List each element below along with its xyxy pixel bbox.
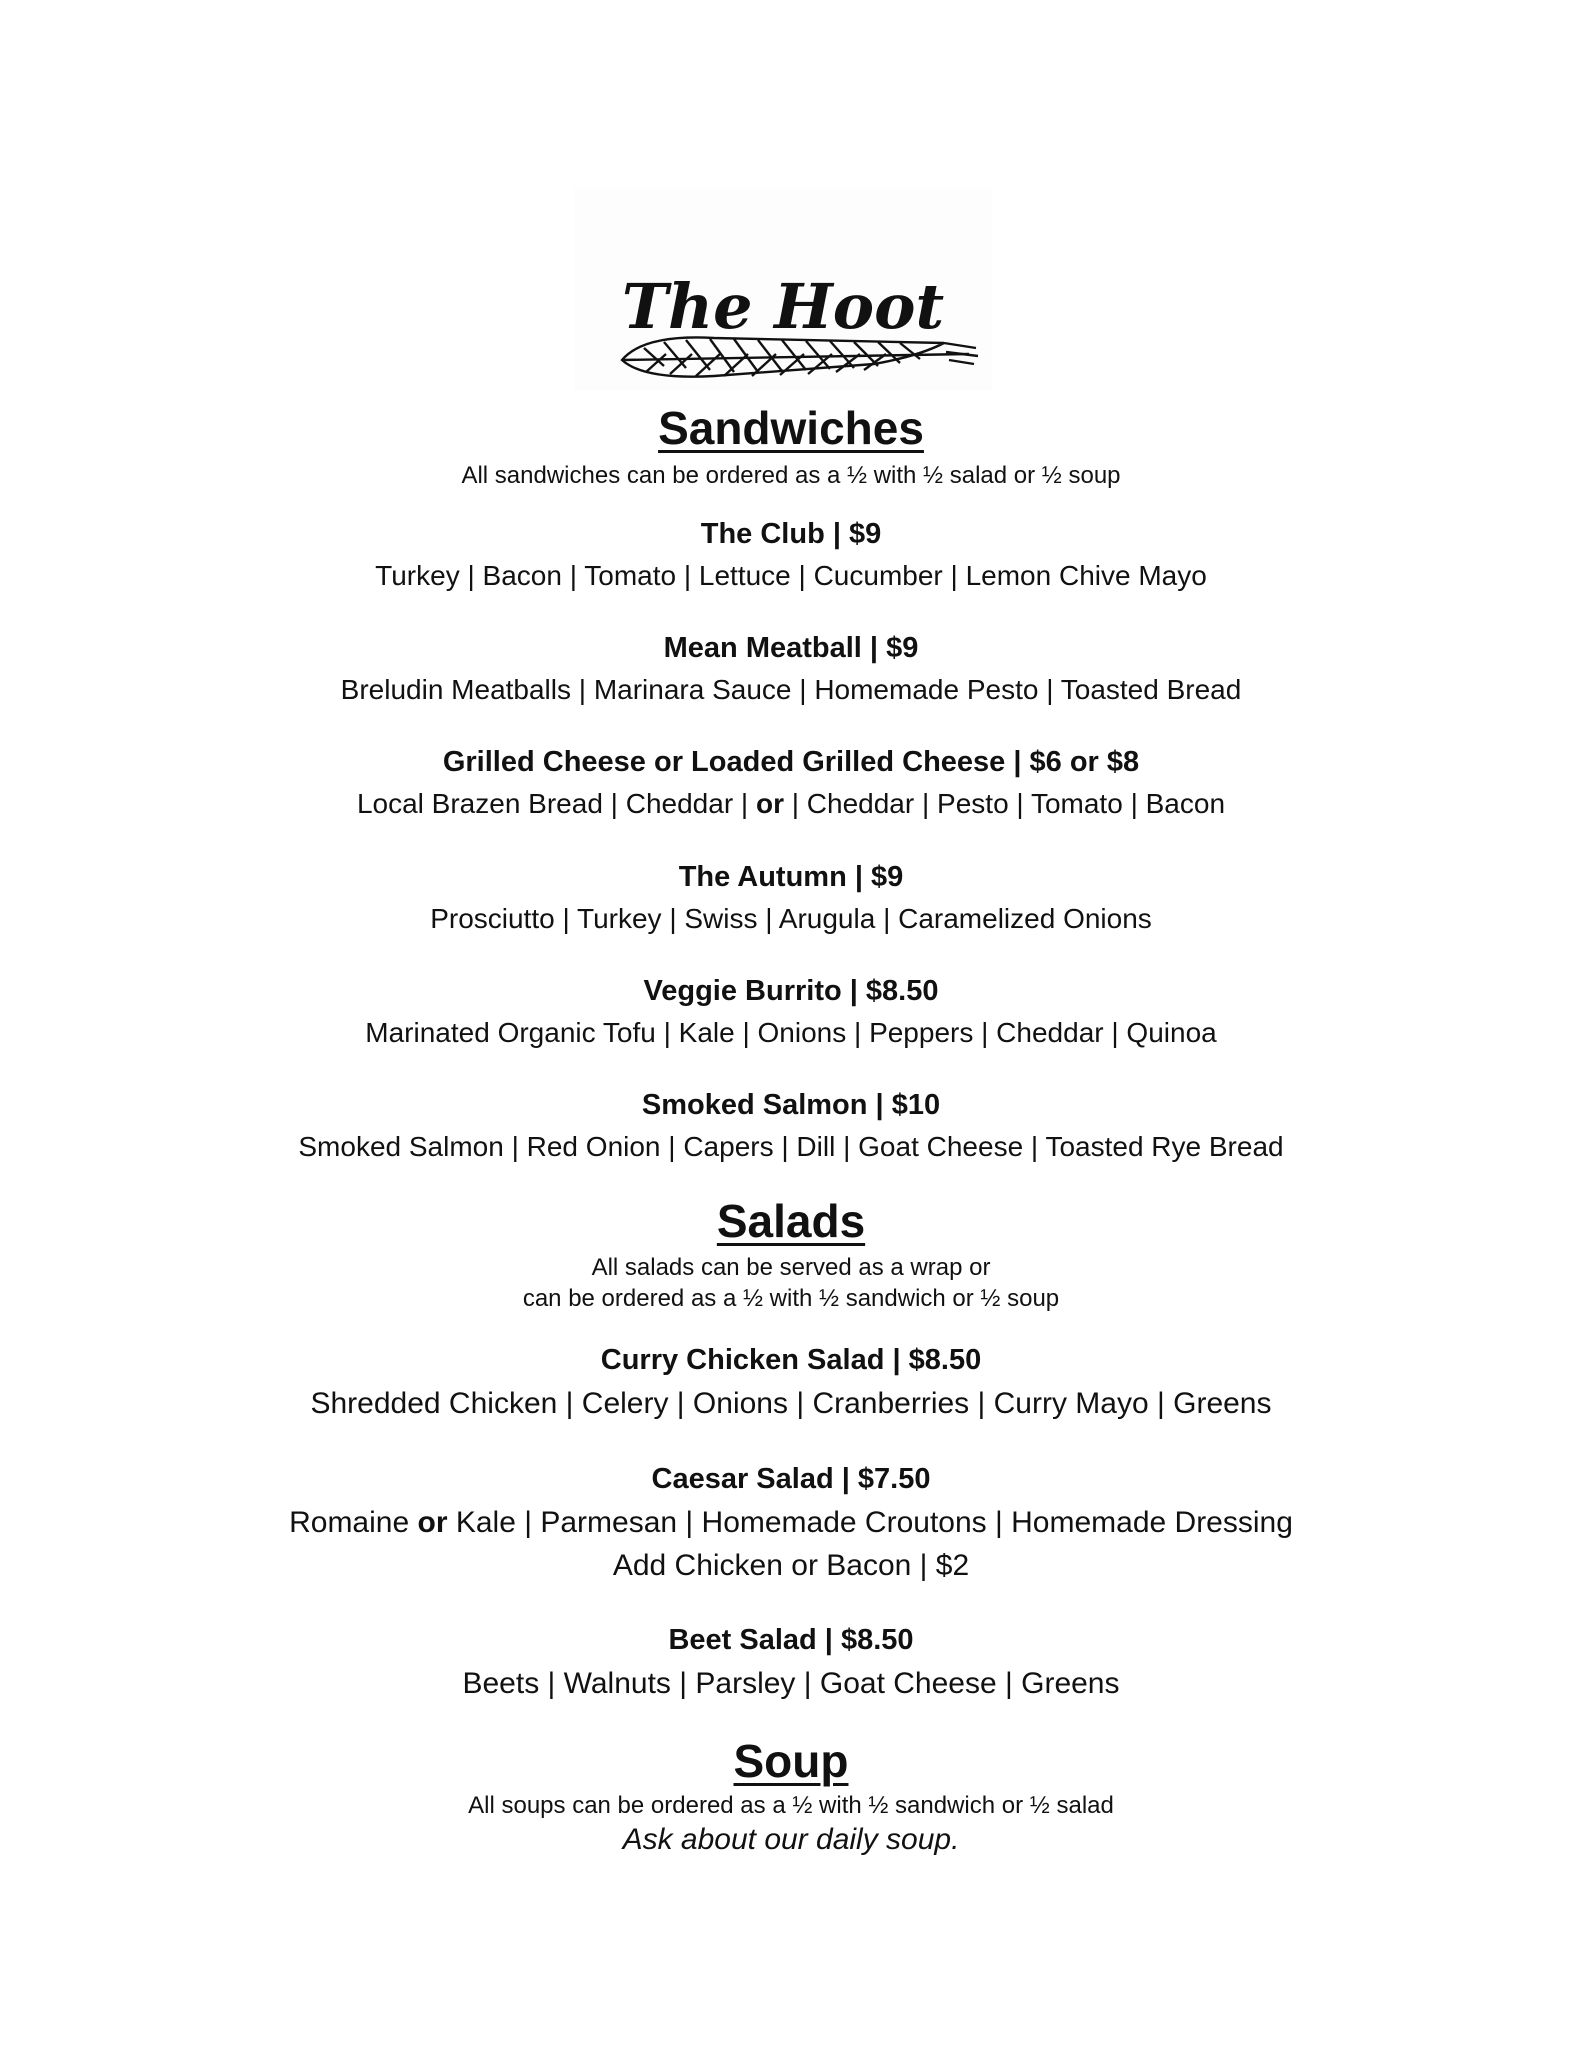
menu-item-name: The Club | $9 xyxy=(700,518,882,550)
menu-item-description: Shredded Chicken | Celery | Onions | Cranberries | Curry Mayo | Greens xyxy=(310,1387,1272,1420)
menu-item-name: Curry Chicken Salad | $8.50 xyxy=(600,1344,982,1376)
menu-item-name: The Autumn | $9 xyxy=(678,861,904,893)
description-part: Romaine xyxy=(289,1506,418,1539)
menu-item-description: Marinated Organic Tofu | Kale | Onions | Peppers | Cheddar | Quinoa xyxy=(365,1017,1217,1048)
menu-item-description: Beets | Walnuts | Parsley | Goat Cheese | Greens xyxy=(462,1667,1120,1700)
menu-item-name: Veggie Burrito | $8.50 xyxy=(643,975,939,1007)
menu-item-name: Beet Salad | $8.50 xyxy=(668,1624,914,1656)
salads-note-line1: All salads can be served as a wrap or xyxy=(591,1254,991,1281)
salads-note-line2: can be ordered as a ½ with ½ sandwich or ½ soup xyxy=(522,1285,1060,1312)
feather-logo-icon xyxy=(574,188,992,390)
menu-item-name: Mean Meatball | $9 xyxy=(663,632,919,664)
or-emphasis: or xyxy=(417,1506,448,1539)
menu-item-description xyxy=(0,787,1582,821)
logo xyxy=(574,188,992,390)
description-part: | Cheddar | Pesto | Tomato | Bacon xyxy=(783,788,1226,819)
soup-note: All soups can be ordered as a ½ with ½ sandwich or ½ salad xyxy=(468,1792,1114,1819)
description-part: Local Brazen Bread | Cheddar | xyxy=(356,788,756,819)
menu-item-description: Turkey | Bacon | Tomato | Lettuce | Cucumber | Lemon Chive Mayo xyxy=(375,560,1207,591)
menu-item-name: Caesar Salad | $7.50 xyxy=(651,1463,931,1495)
description-part: Kale | Parmesan | Homemade Croutons | Homemade Dressing xyxy=(447,1506,1293,1539)
section-title-sandwiches: Sandwiches xyxy=(658,402,924,454)
logo-text: The Hoot xyxy=(621,270,945,343)
menu-item-name: Grilled Cheese or Loaded Grilled Cheese | $6 or $8 xyxy=(442,746,1140,778)
section-title-salads: Salads xyxy=(716,1195,866,1247)
sandwiches-note: All sandwiches can be ordered as a ½ with ½ salad or ½ soup xyxy=(461,462,1121,489)
menu-item-name: Smoked Salmon | $10 xyxy=(641,1089,941,1121)
or-emphasis: or xyxy=(755,788,784,819)
menu-item-description xyxy=(0,1505,1582,1541)
section-title-soup: Soup xyxy=(733,1735,849,1787)
soup-daily-note: Ask about our daily soup. xyxy=(622,1823,960,1856)
menu-item-addon: Add Chicken or Bacon | $2 xyxy=(612,1549,970,1582)
menu-item-description: Smoked Salmon | Red Onion | Capers | Dill | Goat Cheese | Toasted Rye Bread xyxy=(298,1131,1284,1162)
menu-item-description: Breludin Meatballs | Marinara Sauce | Homemade Pesto | Toasted Bread xyxy=(340,674,1242,705)
menu-item-description: Prosciutto | Turkey | Swiss | Arugula | Caramelized Onions xyxy=(430,903,1152,934)
